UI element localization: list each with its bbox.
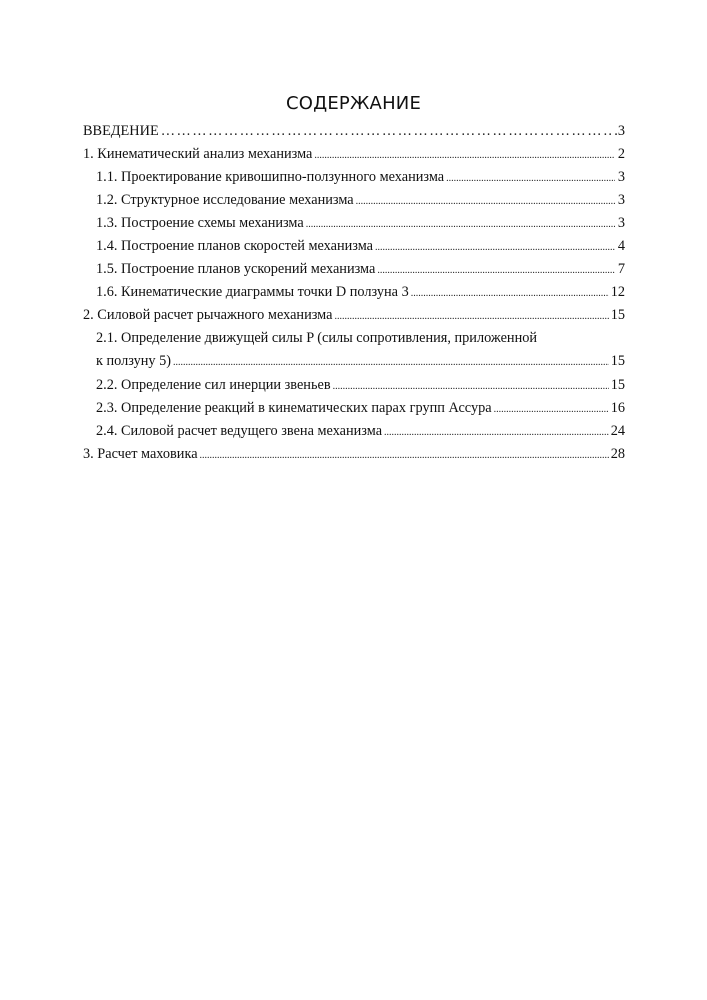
toc-entry-section-1-6[interactable]: [83, 281, 625, 304]
toc-entry-section-1-1[interactable]: [83, 166, 625, 189]
toc-entry-page: 7: [617, 261, 625, 277]
toc-entry-section-1-3[interactable]: [83, 212, 625, 235]
toc-entry-label: 1.6. Кинематические диаграммы точки D ползуна 3: [96, 284, 409, 300]
toc-entry-section-2-3[interactable]: [83, 397, 625, 420]
dot-leader: [334, 305, 608, 328]
toc-entry-page: 16: [610, 400, 625, 416]
dot-leader: [356, 190, 615, 213]
toc-entry-page: 4: [617, 238, 625, 254]
toc-entry-page: 15: [610, 353, 625, 369]
toc-entry-section-2-1[interactable]: [83, 327, 625, 374]
toc-entry-section-3[interactable]: [83, 443, 625, 466]
toc-entry-page: 2: [617, 146, 625, 162]
toc-entry-label: 2. Силовой расчет рычажного механизма: [83, 307, 333, 323]
toc-entry-label: 1. Кинематический анализ механизма: [83, 146, 313, 162]
dot-leader: [494, 398, 609, 421]
dot-leader: [333, 375, 609, 398]
toc-entry-section-1-2[interactable]: [83, 189, 625, 212]
toc-entry-page: 15: [610, 377, 625, 393]
toc-entry-label: 2.4. Силовой расчет ведущего звена механизма: [96, 423, 383, 439]
toc-title: СОДЕРЖАНИЕ: [285, 93, 422, 114]
toc-entry-label: 2.3. Определение реакций в кинематических парах групп Ассура: [96, 400, 492, 416]
toc-entry-label: 1.1. Проектирование кривошипно-ползунного механизма: [96, 169, 445, 185]
toc-entry-page: .3: [614, 123, 625, 139]
toc-entry-page: 24: [610, 423, 625, 439]
dot-leader: [377, 259, 615, 282]
dot-leader: [306, 213, 615, 236]
dot-leader: [411, 282, 609, 305]
dot-leader: [384, 421, 609, 444]
toc-entry-section-1[interactable]: [83, 143, 625, 166]
toc-entry-label: 3. Расчет маховика: [83, 446, 198, 462]
dot-leader: [314, 144, 615, 167]
toc-entry-page: 15: [610, 307, 625, 323]
toc-entry-introduction[interactable]: [83, 120, 625, 143]
dot-leader: [173, 351, 609, 374]
dot-leader: [375, 236, 615, 259]
toc-entry-label: 2.2. Определение сил инерции звеньев: [96, 377, 331, 393]
toc-entry-page: 3: [617, 192, 625, 208]
toc-entry-page: 12: [610, 284, 625, 300]
toc-entry-page: 3: [617, 215, 625, 231]
toc-entry-label: 1.4. Построение планов скоростей механизма: [96, 238, 373, 254]
toc-entry-label: 1.3. Построение схемы механизма: [96, 215, 304, 231]
toc-entry-label: ВВЕДЕНИЕ: [83, 123, 159, 139]
dot-leader: [161, 120, 613, 143]
toc-entry-continuation: [96, 350, 625, 374]
toc-entry-label-continuation: к ползуну 5): [96, 353, 172, 369]
dot-leader: [446, 167, 615, 190]
toc-entry-label: 1.5. Построение планов ускорений механизма: [96, 261, 376, 277]
dot-leader: [200, 444, 609, 467]
toc-entry-section-1-5[interactable]: [83, 258, 625, 281]
toc-entry-section-2-2[interactable]: [83, 374, 625, 397]
toc-entry-section-2[interactable]: [83, 304, 625, 327]
toc-entry-page: 28: [610, 446, 625, 462]
toc-entry-section-1-4[interactable]: [83, 235, 625, 258]
toc-entry-page: 3: [617, 169, 625, 185]
toc-entry-label: 1.2. Структурное исследование механизма: [96, 192, 354, 208]
toc-entry-label: 2.1. Определение движущей силы P (силы сопротивления, приложенной: [96, 330, 538, 346]
toc-entry-section-2-4[interactable]: [83, 420, 625, 443]
table-of-contents: [83, 120, 625, 466]
